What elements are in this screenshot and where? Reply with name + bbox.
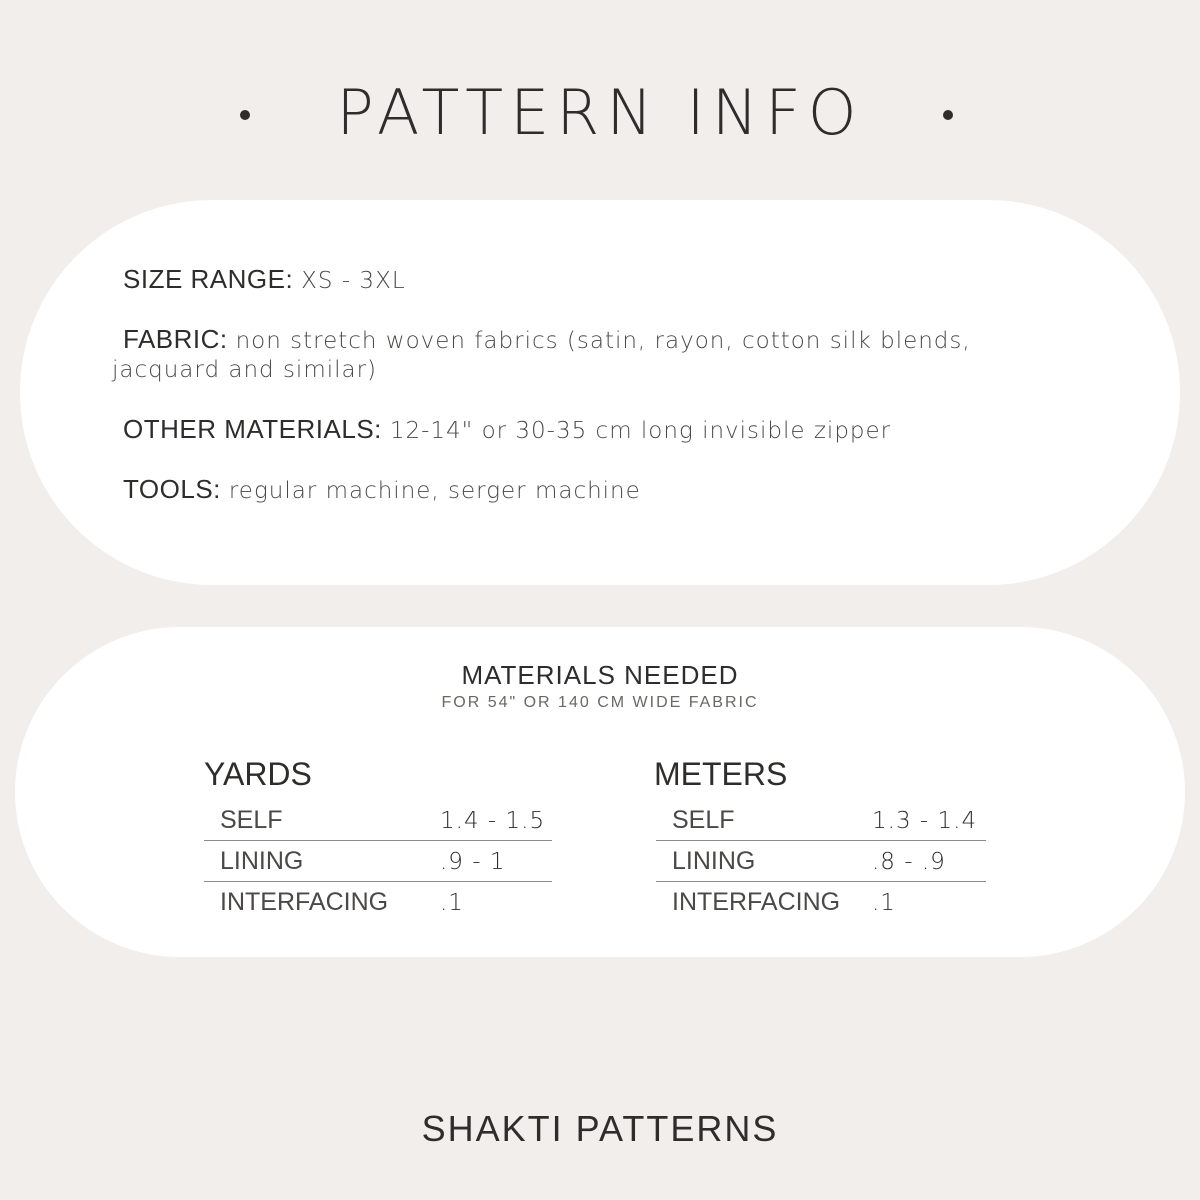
table-row: [656, 882, 986, 922]
tools-label: TOOLS:: [123, 474, 221, 504]
bullet-dot-icon: [943, 110, 953, 120]
fabric-line: [123, 324, 1053, 356]
size-range-value: XS - 3XL: [301, 268, 406, 294]
yards-heading: YARDS: [204, 756, 312, 792]
row-quantity: .1: [872, 890, 896, 916]
row-name: INTERFACING: [672, 888, 841, 916]
table-row: [204, 800, 552, 841]
row-quantity: .1: [440, 890, 464, 916]
row-quantity: .8 - .9: [872, 849, 946, 875]
row-quantity: .9 - 1: [440, 849, 506, 875]
table-row: [204, 882, 552, 922]
table-row: [656, 800, 986, 841]
other-materials-label: OTHER MATERIALS:: [123, 414, 382, 444]
meters-table: [656, 800, 986, 922]
row-name: INTERFACING: [220, 888, 389, 916]
row-name: LINING: [220, 847, 304, 875]
size-range-line: [123, 264, 1053, 296]
fabric-value: non stretch woven fabrics (satin, rayon, cotton silk blends,: [235, 328, 971, 354]
fabric-value-continued: jacquard and similar): [112, 357, 378, 383]
row-name: SELF: [220, 806, 283, 834]
materials-subtitle: FOR 54" OR 140 CM WIDE FABRIC: [441, 694, 759, 711]
row-name: LINING: [672, 847, 756, 875]
size-range-label: SIZE RANGE:: [123, 264, 294, 294]
other-materials-value: 12-14" or 30-35 cm long invisible zipper: [389, 418, 892, 444]
yards-table: [204, 800, 552, 922]
materials-title: MATERIALS NEEDED: [461, 660, 739, 690]
fabric-line-continued: [112, 354, 1042, 385]
row-quantity: 1.4 - 1.5: [440, 808, 546, 834]
table-row: [204, 841, 552, 882]
fabric-label: FABRIC:: [123, 324, 228, 354]
row-name: SELF: [672, 806, 735, 834]
other-materials-line: [123, 414, 1053, 446]
tools-line: [123, 474, 1053, 506]
page-title: PATTERN INFO: [336, 76, 864, 149]
table-row: [656, 841, 986, 882]
meters-heading: METERS: [654, 756, 788, 792]
brand-name: SHAKTI PATTERNS: [421, 1108, 779, 1149]
row-quantity: 1.3 - 1.4: [872, 808, 978, 834]
pattern-info-card: [20, 200, 1180, 585]
tools-value: regular machine, serger machine: [228, 478, 641, 504]
